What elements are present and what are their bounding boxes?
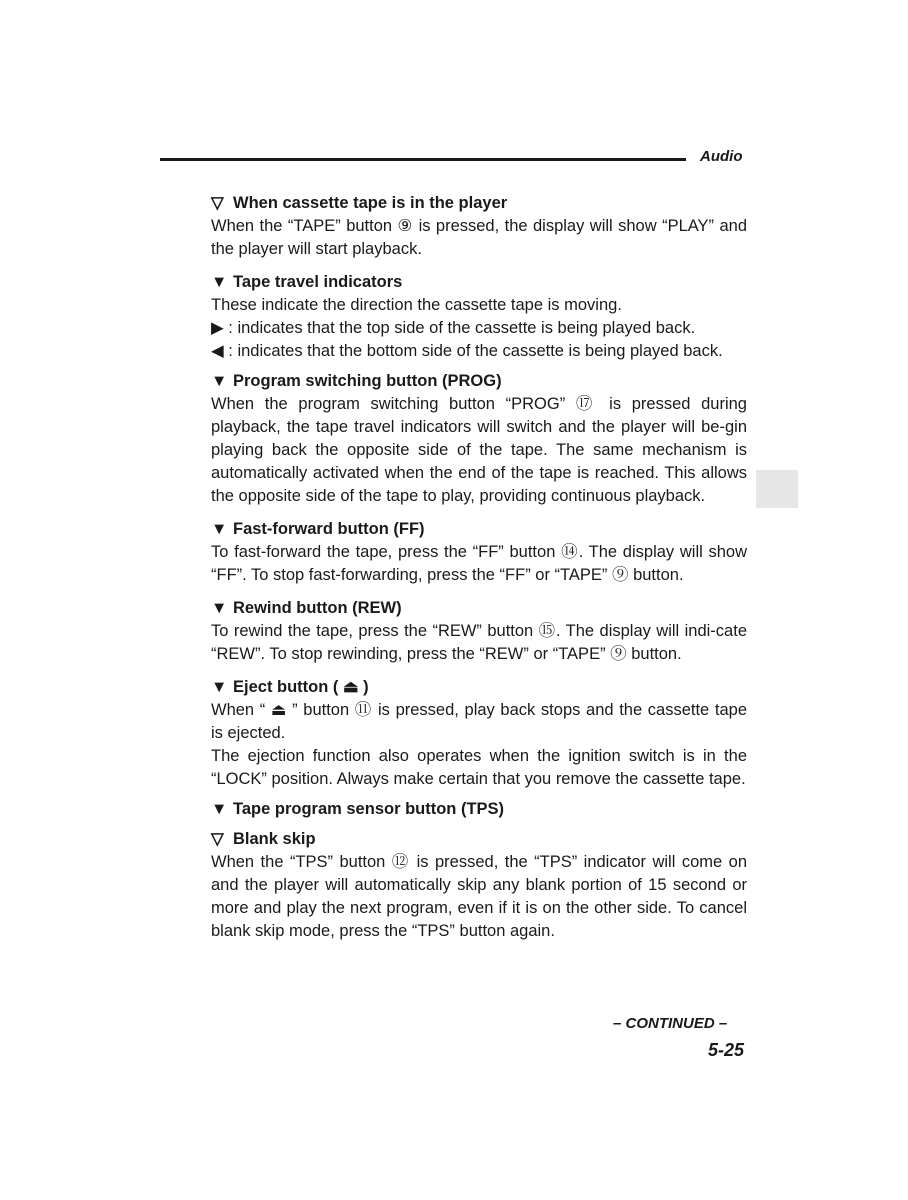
section-heading: ▼ Eject button ( ⏏ ) [211, 676, 747, 699]
section-heading: ▼ Tape program sensor button (TPS) [211, 798, 747, 821]
paragraph: To fast-forward the tape, press the “FF” button ⑭. The display will show “FF”. To stop fast-forwarding, press the “FF” or “TAPE” ⑨ button. [211, 543, 747, 584]
section-heading: ▼ Rewind button (REW) [211, 597, 747, 620]
paragraph: When the “TAPE” button ⑨ is pressed, the display will show “PLAY” and the player will start playback. [211, 217, 747, 258]
section-heading: ▽ Blank skip [211, 828, 747, 851]
paragraph: When the program switching button “PROG” ⑰ is pressed during playback, the tape travel indicators will switch and the player will be-gin playing back the opposite side of the tape. The same mechanism is automatically activated when the end of the tape is reached. This allows the opposite side of the tape to play, providing continuous playback. [211, 395, 747, 505]
filled-triangle-icon: ▼ [211, 678, 228, 696]
page-content [211, 192, 747, 943]
filled-triangle-icon: ▼ [211, 800, 228, 818]
section-heading: ▼ Tape travel indicators [211, 271, 747, 294]
filled-triangle-icon: ▼ [211, 372, 228, 390]
filled-triangle-icon: ▼ [211, 520, 228, 538]
open-triangle-icon: ▽ [211, 194, 224, 212]
section-heading: ▼ Program switching button (PROG) [211, 370, 747, 393]
filled-triangle-icon: ▼ [211, 599, 228, 617]
paragraph: When the “TPS” button ⑫ is pressed, the “TPS” indicator will come on and the player will automatically skip any blank portion of 15 second or more and play the next program, even if it is on the other side. To cancel blank skip mode, press the “TPS” button again. [211, 853, 747, 940]
paragraph: These indicate the direction the cassette tape is moving. [211, 296, 622, 314]
chapter-tab [756, 470, 798, 508]
paragraph: ◀ : indicates that the bottom side of the cassette is being played back. [211, 342, 723, 360]
continued-label: – CONTINUED – [613, 1015, 728, 1032]
section-heading: ▼ Fast-forward button (FF) [211, 518, 747, 541]
paragraph: ▶ : indicates that the top side of the cassette is being played back. [211, 319, 696, 337]
page-number: 5-25 [708, 1040, 745, 1060]
section-heading: ▽ When cassette tape is in the player [211, 192, 747, 215]
header-rule [160, 158, 686, 161]
open-triangle-icon: ▽ [211, 830, 224, 848]
paragraph: The ejection function also operates when the ignition switch is in the “LOCK” position. Always make certain that you remove the cassette tape. [211, 747, 747, 788]
section-title: Audio [700, 148, 743, 165]
paragraph: When “ ⏏ ” button ⑪ is pressed, play back stops and the cassette tape is ejected. [211, 701, 747, 742]
filled-triangle-icon: ▼ [211, 273, 228, 291]
paragraph: To rewind the tape, press the “REW” button ⑮. The display will indi-cate “REW”. To stop rewinding, press the “REW” or “TAPE” ⑨ button. [211, 622, 747, 663]
